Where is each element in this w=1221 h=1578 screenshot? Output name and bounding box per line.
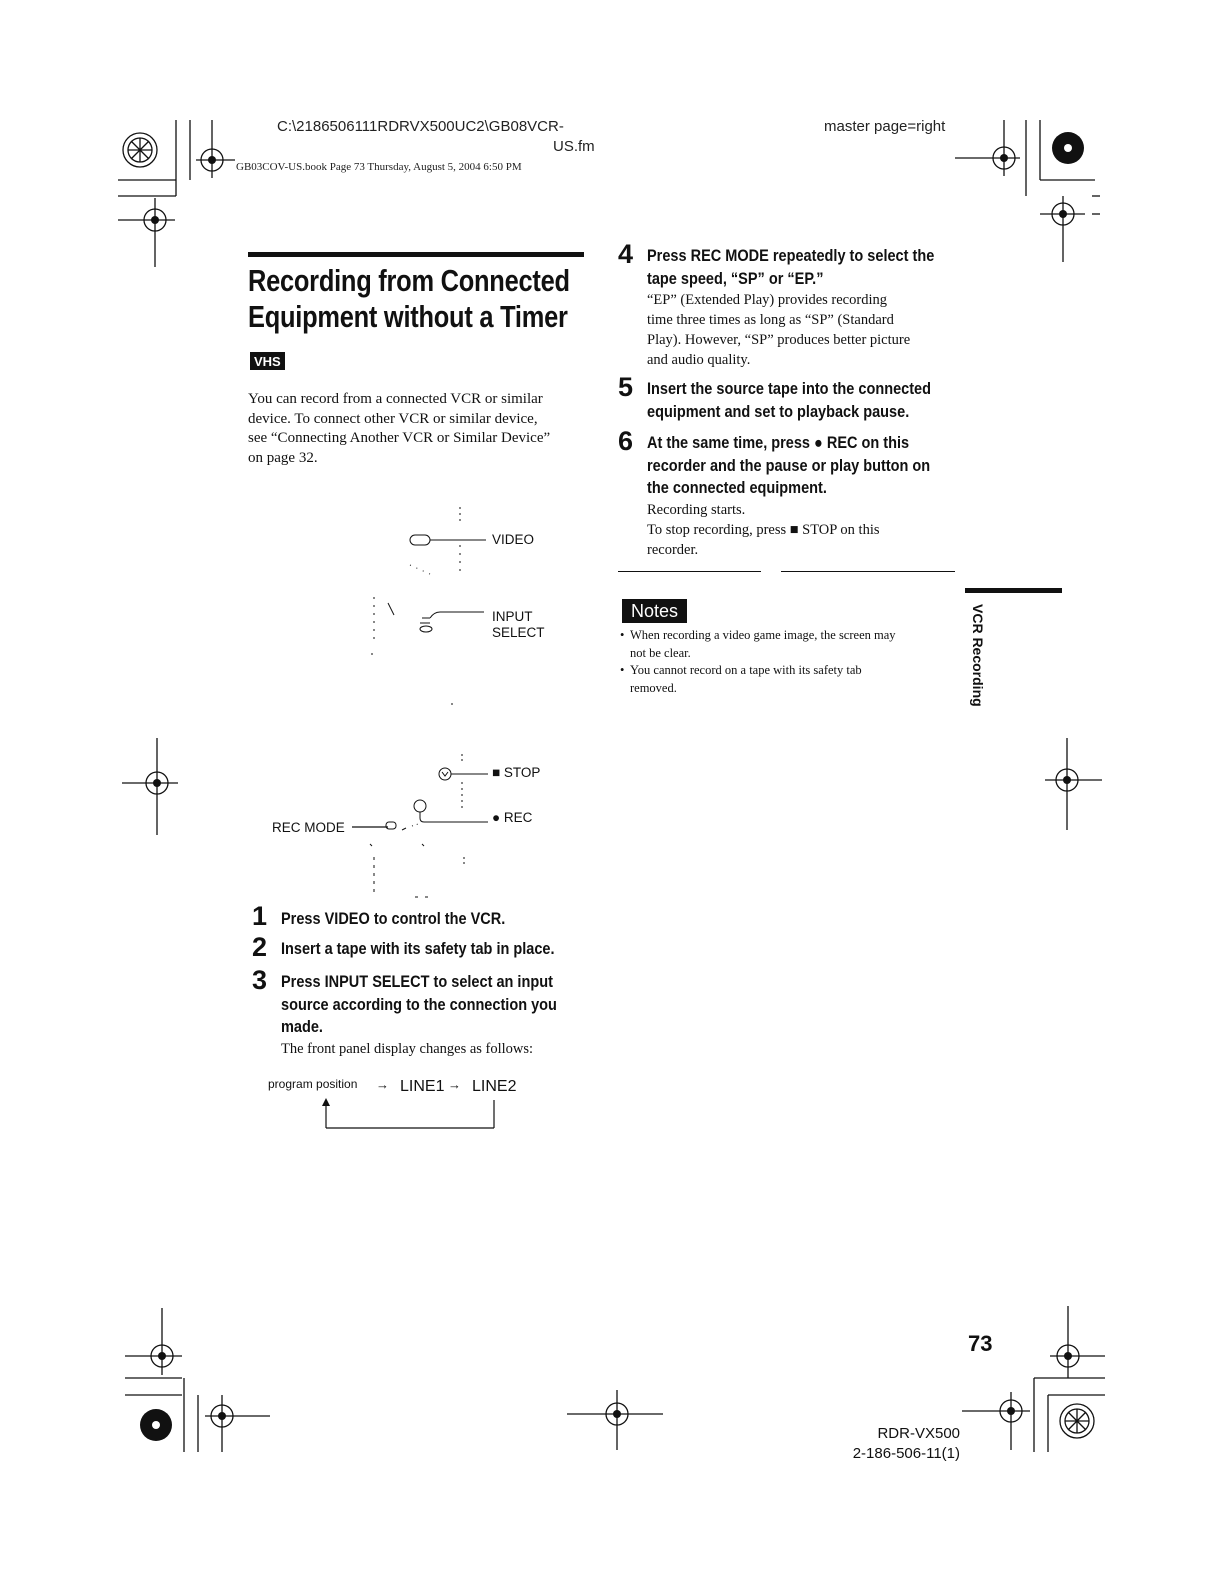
vhs-badge: VHS — [250, 352, 285, 370]
step-heading: Press INPUT SELECT to select an input — [281, 973, 553, 991]
side-tab-rule — [965, 588, 1062, 593]
flow-line1: LINE1 — [400, 1078, 445, 1095]
rec-mode-leader-line — [352, 824, 392, 830]
stop-label: ■ STOP — [492, 765, 541, 780]
page-title-line1: Recording from Connected — [248, 263, 570, 298]
step-heading-block — [647, 432, 969, 500]
step-heading: recorder and the pause or play button on — [647, 456, 931, 475]
book-info: GB03COV-US.book Page 73 Thursday, August 5, 2004 6:50 PM — [236, 161, 522, 173]
step-body-line: and audio quality. — [647, 352, 751, 368]
flow-line2: LINE2 — [472, 1078, 517, 1095]
step-body: The front panel display changes as follows: — [281, 1041, 534, 1057]
model-name: RDR-VX500 — [877, 1425, 960, 1442]
step-body-line: recorder. — [647, 542, 699, 558]
step-heading: equipment and set to playback pause. — [647, 402, 910, 421]
step-heading: At the same time, press ● REC on this — [647, 434, 910, 452]
bullet-icon: • — [620, 628, 625, 642]
footer-model-block — [840, 1424, 960, 1464]
bullet-icon: • — [620, 663, 625, 677]
step-heading: tape speed, “SP” or “EP.” — [647, 269, 824, 288]
divider-left — [618, 571, 761, 572]
input-select-label-line2: SELECT — [492, 625, 545, 640]
note-item — [620, 627, 960, 662]
step-body — [647, 500, 880, 560]
notes-list — [620, 627, 960, 697]
step-number: 1 — [252, 901, 268, 931]
intro-line: device. To connect other VCR or similar device, — [248, 410, 538, 427]
intro-line: on page 32. — [248, 449, 318, 466]
step-heading-block — [647, 245, 973, 290]
step-number: 5 — [618, 372, 634, 402]
flow-program-position: program position — [268, 1077, 358, 1091]
flow-arrow: → — [448, 1077, 461, 1092]
divider-right — [781, 571, 955, 572]
step-number: 3 — [252, 965, 268, 995]
part-code: 2-186-506-11(1) — [852, 1445, 960, 1462]
side-tab-label: VCR Recording — [970, 604, 986, 707]
step-body — [647, 290, 910, 370]
step-heading-block — [647, 378, 970, 423]
intro-text — [248, 390, 588, 468]
page-title-line2: Equipment without a Timer — [248, 299, 568, 334]
step-body-line: To stop recording, press ■ STOP on this — [647, 522, 880, 538]
step-heading: source according to the connection you — [281, 995, 557, 1014]
input-select-label-line1: INPUT — [492, 609, 533, 624]
note-line: You cannot record on a tape with its safety tab — [630, 663, 862, 677]
file-path-line2: US.fm — [553, 138, 595, 155]
step-heading: Press VIDEO to control the VCR. — [281, 910, 506, 928]
video-label: VIDEO — [492, 532, 535, 547]
note-line: When recording a video game image, the screen may — [630, 628, 896, 642]
intro-line: see “Connecting Another VCR or Similar Device” — [248, 430, 551, 446]
page-number: 73 — [968, 1331, 993, 1356]
step-body-line: Recording starts. — [647, 502, 746, 518]
rec-label: ● REC — [492, 810, 533, 825]
note-line: not be clear. — [630, 645, 691, 660]
step-heading: Press REC MODE repeatedly to select the — [647, 247, 935, 265]
step-number: 6 — [618, 426, 634, 456]
rec-mode-label: REC MODE — [272, 820, 345, 835]
file-path-line1: C:\2186506111RDRVX500UC2\GB08VCR- — [277, 118, 564, 135]
step-heading: Insert a tape with its safety tab in place. — [281, 940, 555, 958]
flow-return-arrow — [318, 1096, 502, 1132]
step-body-line: Play). However, “SP” produces better picture — [647, 332, 911, 348]
step-body-line: “EP” (Extended Play) provides recording — [647, 292, 887, 308]
notes-label: Notes — [622, 599, 687, 623]
step-body-line: time three times as long as “SP” (Standard — [647, 312, 894, 328]
step-heading: made. — [281, 1018, 323, 1036]
note-line: removed. — [630, 680, 677, 695]
master-page-label: master page=right — [824, 118, 946, 135]
step-number: 2 — [252, 932, 268, 962]
step-heading: Insert the source tape into the connected — [647, 380, 932, 398]
title-rule — [248, 252, 584, 257]
intro-line: You can record from a connected VCR or similar — [248, 391, 543, 407]
flow-arrow: → — [376, 1077, 389, 1092]
step-heading: the connected equipment. — [647, 479, 827, 497]
note-item — [620, 662, 960, 697]
step-number: 4 — [618, 239, 634, 269]
step-heading-block — [281, 971, 595, 1039]
